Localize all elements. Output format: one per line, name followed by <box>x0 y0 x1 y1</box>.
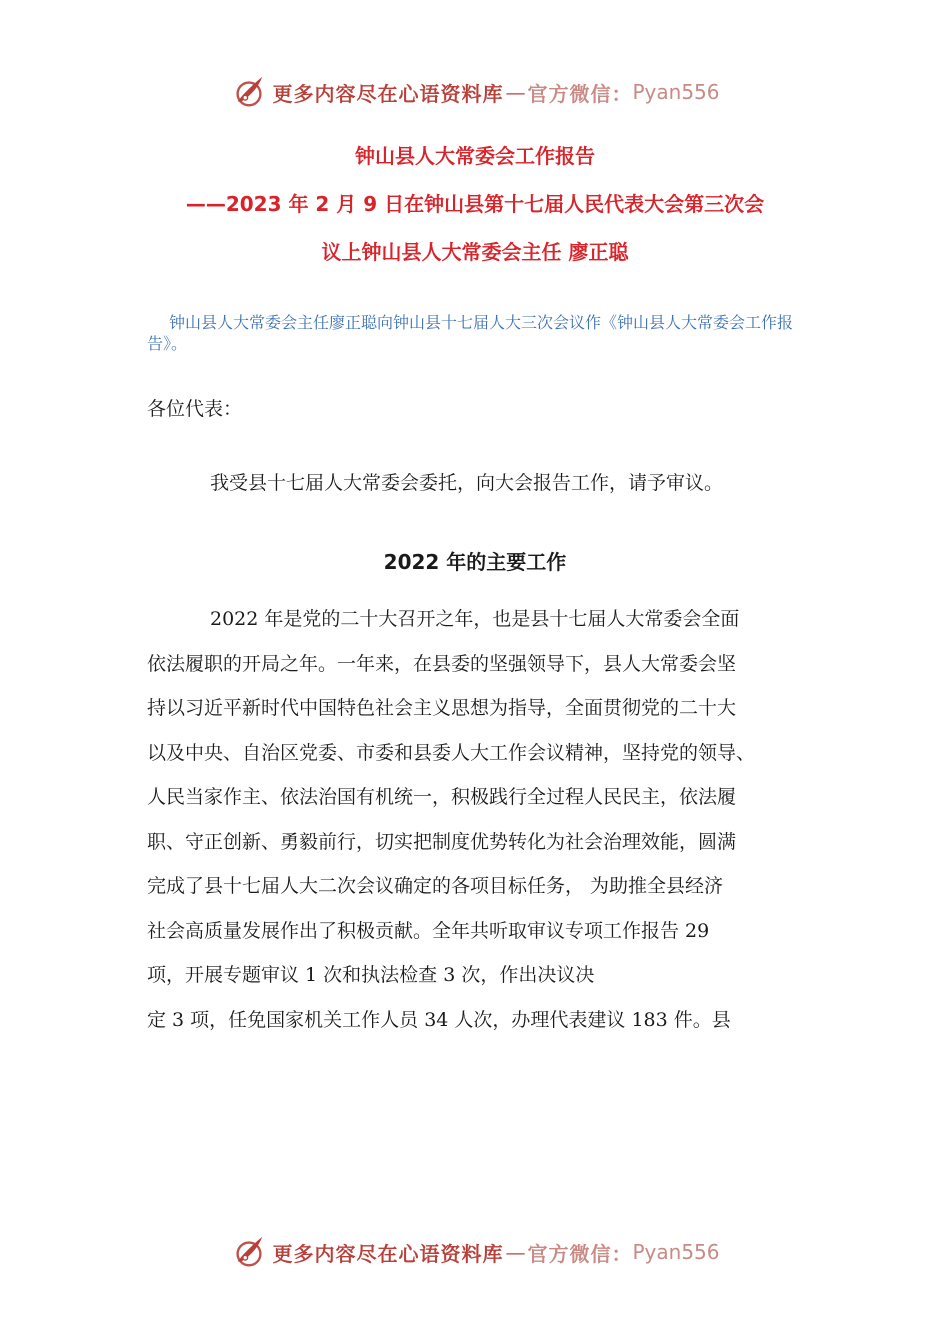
body-line: 2022 年是党的二十大召开之年，也是县十七届人大常委会全面 <box>210 608 740 630</box>
body-line: 完成了县十七届人大二次会议确定的各项目标任务， 为助推全县经济 <box>147 875 724 897</box>
body-line: 社会高质量发展作出了积极贡献。全年共听取审议专项工作报告 29 <box>147 919 710 942</box>
body-line: 项，开展专题审议 1 次和执法检查 3 次，作出决议决 <box>147 964 595 986</box>
abstract-text: 钟山县人大常委会主任廖正聪向钟山县十七届人大三次会议作《钟山县人大常委会工作报告》。 <box>147 313 794 353</box>
body-line: 依法履职的开局之年。一年来，在县委的坚强领导下，县人大常委会坚 <box>147 652 737 675</box>
banner-dash: — <box>505 80 526 104</box>
section-heading: 2022 年的主要工作 <box>383 550 567 574</box>
body-line: 人民当家作主、依法治国有机统一，积极践行全过程人民民主，依法履 <box>147 786 737 808</box>
body-line: 持以习近平新时代中国特色社会主义思想为指导，全面贯彻党的二十大 <box>147 697 737 719</box>
quill-logo-icon <box>230 73 268 111</box>
doc-subtitle-line1: ——2023 年 2 月 9 日在钟山县第十七届人民代表大会第三次会 <box>185 192 765 216</box>
footer-banner <box>0 1232 950 1272</box>
banner-dash: — <box>505 1240 526 1264</box>
header-banner <box>0 72 950 112</box>
body-line: 定 3 项，任免国家机关工作人员 34 人次，办理代表建议 183 件。县 <box>147 1008 731 1031</box>
doc-title: 钟山县人大常委会工作报告 <box>355 144 595 168</box>
body-line: 职、守正创新、勇毅前行，切实把制度优势转化为社会治理效能，圆满 <box>147 830 737 853</box>
intro-paragraph: 我受县十七届人大常委会委托，向大会报告工作，请予审议。 <box>210 472 724 494</box>
doc-subtitle-line2: 议上钟山县人大常委会主任 廖正聪 <box>321 240 629 264</box>
banner-sub-text: 官方微信： <box>527 81 633 106</box>
banner-sub-text: 官方微信： <box>527 1241 633 1266</box>
banner-main-text: 更多内容尽在心语资料库 <box>272 81 504 106</box>
greeting: 各位代表： <box>147 398 243 420</box>
banner-wechat-id: Pyan556 <box>632 1240 720 1264</box>
banner-wechat-id: Pyan556 <box>632 80 720 104</box>
body-paragraph <box>147 604 837 1049</box>
quill-logo-icon <box>230 1233 268 1271</box>
banner-main-text: 更多内容尽在心语资料库 <box>272 1241 504 1266</box>
body-line: 以及中央、自治区党委、市委和县委人大工作会议精神，坚持党的领导、 <box>147 741 756 764</box>
